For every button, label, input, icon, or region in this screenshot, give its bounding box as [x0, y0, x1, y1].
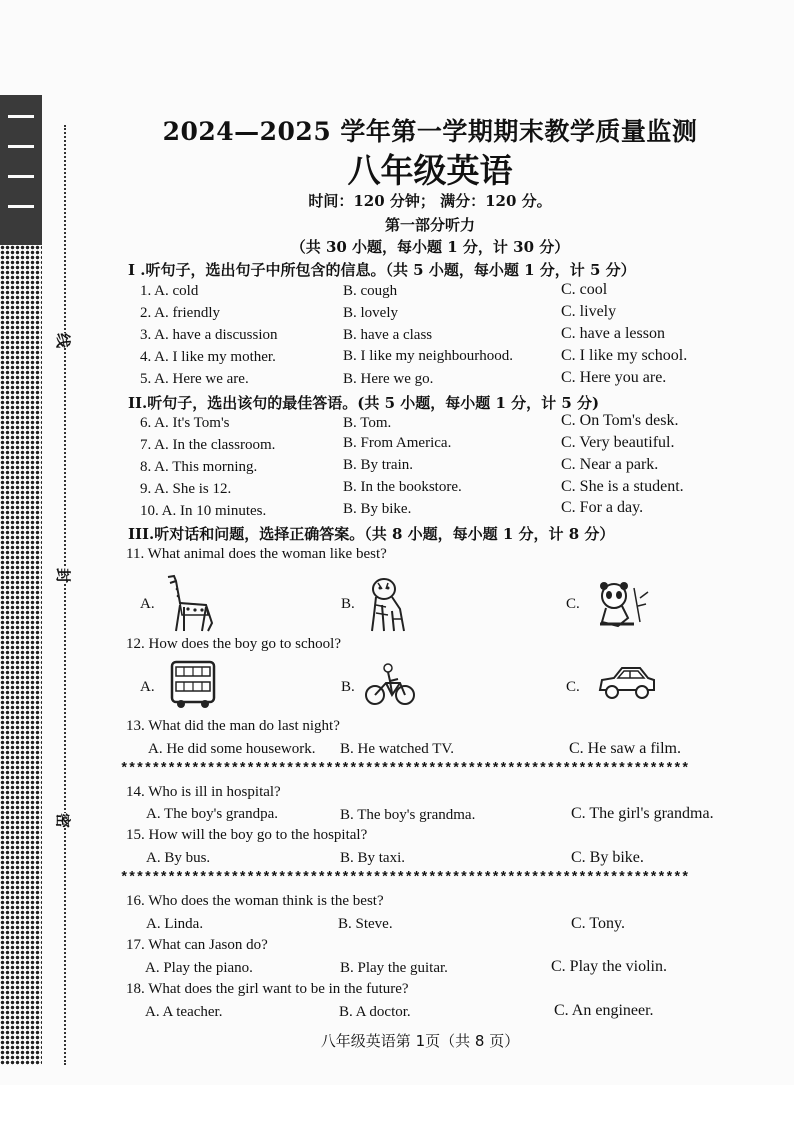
tiger-icon: [366, 575, 410, 633]
q3-option-c: C. have a lesson: [561, 325, 665, 342]
q3-option-b: B. have a class: [343, 327, 433, 343]
q3-option-a: 3. A. have a discussion: [140, 327, 278, 343]
q6-option-c: C. On Tom's desk.: [561, 412, 679, 429]
q7-option-a: 7. A. In the classroom.: [140, 437, 276, 453]
section-1-heading: I .听句子，选出句子中所包含的信息。（共 5 小题，每小题 1 分，计 5 分）: [128, 261, 636, 279]
margin-label-dense: 密: [54, 812, 73, 829]
q15-option-a: A. By bus.: [146, 850, 211, 866]
q8-option-a: 8. A. This morning.: [140, 459, 258, 475]
q12-label-b: B.: [341, 679, 355, 695]
exam-title: 2024—2025 学年第一学期期末教学质量监测: [162, 117, 698, 146]
bus-icon: [168, 658, 218, 710]
q14-option-a: A. The boy's grandpa.: [146, 806, 278, 822]
q10-option-b: B. By bike.: [343, 501, 412, 517]
q13-stem: 13. What did the man do last night?: [126, 718, 340, 734]
q15-option-b: B. By taxi.: [340, 850, 406, 866]
q10-option-a: 10. A. In 10 minutes.: [140, 503, 267, 519]
q2-option-b: B. lovely: [343, 305, 398, 321]
q14-option-b: B. The boy's grandma.: [340, 807, 476, 823]
separator-line: ************************************************************************: [120, 761, 689, 777]
section-3-heading: III.听对话和问题，选择正确答案。（共 8 小题，每小题 1 分，计 8 分）: [128, 525, 615, 543]
q12-label-a: A.: [140, 679, 155, 695]
q9-option-c: C. She is a student.: [561, 478, 684, 495]
q18-option-c: C. An engineer.: [554, 1002, 654, 1019]
seal-line: [64, 125, 66, 1065]
q18-stem: 18. What does the girl want to be in the future?: [126, 981, 409, 997]
page-footer: 八年级英语第 1页（共 8 页）: [320, 1032, 520, 1050]
q12-label-c: C.: [566, 679, 580, 695]
panda-icon: [594, 578, 650, 630]
q12-stem: 12. How does the boy go to school?: [126, 636, 341, 652]
q7-option-b: B. From America.: [343, 435, 452, 451]
q16-option-b: B. Steve.: [338, 916, 393, 932]
subject-title: 八年级英语: [347, 151, 513, 190]
part-title: 第一部分听力: [384, 216, 475, 234]
q18-option-b: B. A doctor.: [339, 1004, 411, 1020]
q7-option-c: C. Very beautiful.: [561, 434, 675, 451]
q14-option-c: C. The girl's grandma.: [571, 805, 714, 822]
q1-option-c: C. cool: [561, 281, 608, 298]
q15-stem: 15. How will the boy go to the hospital?: [126, 827, 368, 843]
car-icon: [596, 662, 658, 704]
q16-option-c: C. Tony.: [571, 915, 625, 932]
giraffe-icon: [162, 573, 220, 633]
q9-option-a: 9. A. She is 12.: [140, 481, 232, 497]
q17-option-b: B. Play the guitar.: [340, 960, 448, 976]
q4-option-b: B. I like my neighbourhood.: [343, 348, 513, 364]
q11-stem: 11. What animal does the woman like best?: [126, 546, 387, 562]
q5-option-b: B. Here we go.: [343, 371, 434, 387]
q6-option-b: B. Tom.: [343, 415, 392, 431]
q11-label-c: C.: [566, 596, 580, 612]
q18-option-a: A. A teacher.: [145, 1004, 223, 1020]
section-2-heading: II.听句子，选出该句的最佳答语。(共 5 小题，每小题 1 分，计 5 分): [128, 394, 600, 412]
q14-stem: 14. Who is ill in hospital?: [126, 784, 281, 800]
q2-option-a: 2. A. friendly: [140, 305, 220, 321]
q11-label-b: B.: [341, 596, 355, 612]
separator-line: ************************************************************************: [120, 870, 689, 886]
q8-option-c: C. Near a park.: [561, 456, 659, 473]
q16-stem: 16. Who does the woman think is the best?: [126, 893, 384, 909]
q4-option-c: C. I like my school.: [561, 347, 688, 364]
q13-option-b: B. He watched TV.: [340, 741, 455, 757]
q17-stem: 17. What can Jason do?: [126, 937, 268, 953]
q16-option-a: A. Linda.: [146, 916, 204, 932]
q9-option-b: B. In the bookstore.: [343, 479, 462, 495]
q13-option-c: C. He saw a film.: [569, 740, 681, 757]
q2-option-c: C. lively: [561, 303, 617, 320]
q5-option-c: C. Here you are.: [561, 369, 667, 386]
margin-label-seal: 封: [54, 567, 73, 584]
q15-option-c: C. By bike.: [571, 849, 644, 866]
q4-option-a: 4. A. I like my mother.: [140, 349, 276, 365]
q17-option-a: A. Play the piano.: [145, 960, 253, 976]
q17-option-c: C. Play the violin.: [551, 958, 667, 975]
margin-label-line: 线: [54, 332, 73, 349]
q1-option-b: B. cough: [343, 283, 398, 299]
part-note: （共 30 小题，每小题 1 分，计 30 分）: [290, 238, 570, 256]
q1-option-a: 1. A. cold: [140, 283, 199, 299]
q5-option-a: 5. A. Here we are.: [140, 371, 249, 387]
q8-option-b: B. By train.: [343, 457, 413, 473]
q13-option-a: A. He did some housework.: [148, 741, 316, 757]
time-score: 时间：120 分钟； 满分：120 分。: [308, 192, 552, 210]
q6-option-a: 6. A. It's Tom's: [140, 415, 230, 431]
q11-label-a: A.: [140, 596, 155, 612]
q10-option-c: C. For a day.: [561, 499, 644, 516]
bicycle-icon: [364, 663, 416, 707]
